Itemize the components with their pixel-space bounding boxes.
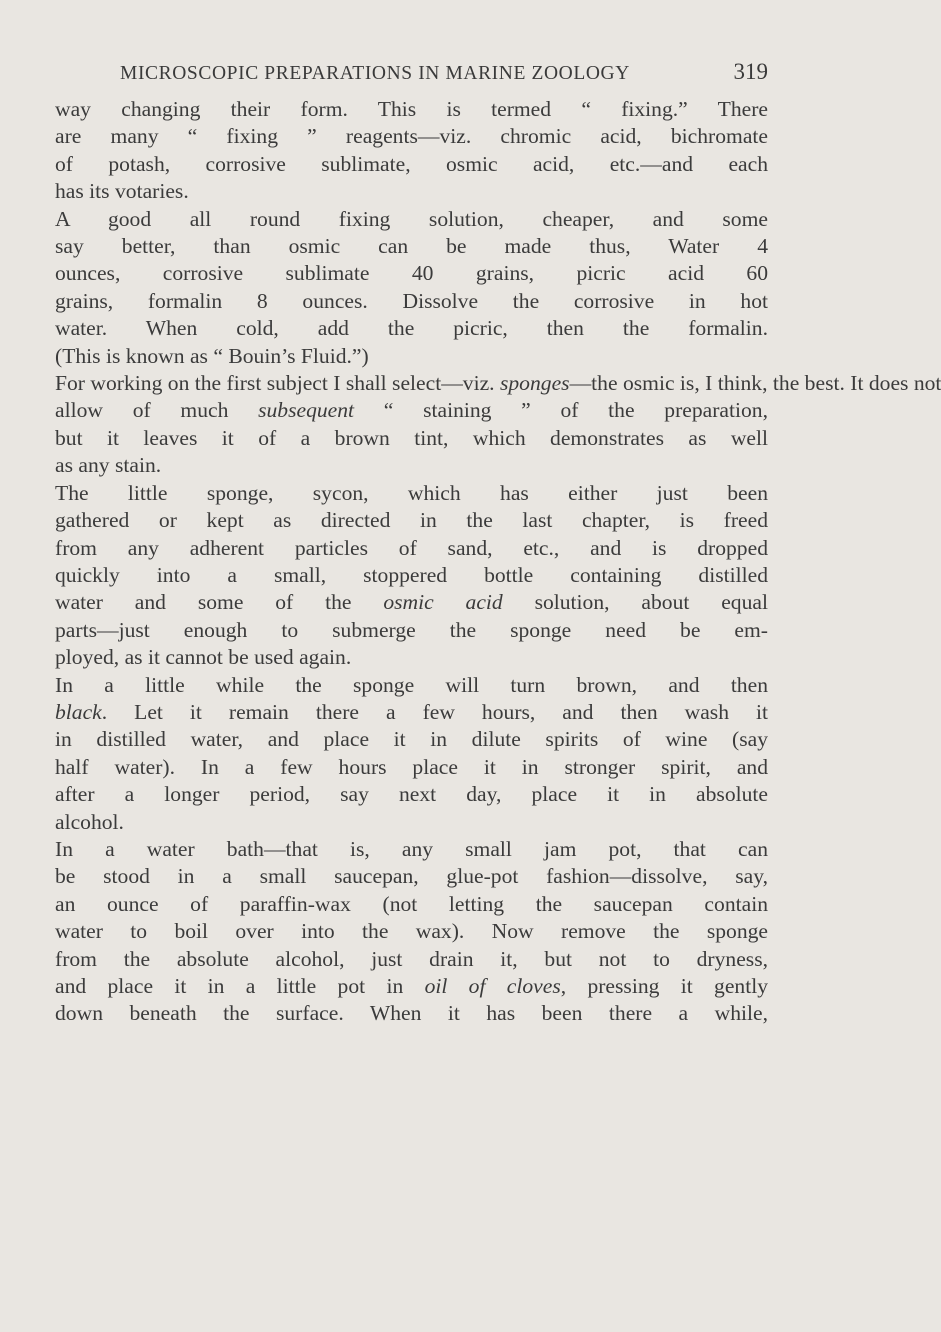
text-run: solution, about equal	[502, 590, 768, 615]
text-line: in distilled water, and place it in dilute spirits of wine (say	[55, 727, 768, 752]
text-line: water to boil over into the wax). Now remove the sponge	[55, 919, 768, 944]
text-run: —the osmic is, I think, the best. It does not	[569, 371, 941, 396]
italic-text: black	[55, 699, 102, 724]
text-line: down beneath the surface. When it has been there a while,	[55, 1001, 768, 1026]
text-line: In a water bath—that is, any small jam pot, that can	[55, 836, 768, 861]
text-line: In a little while the sponge will turn brown, and then	[55, 672, 768, 697]
text-run: and place it in a little pot in	[55, 974, 425, 998]
text-line: way changing their form. This is termed “ fixing.” There	[55, 97, 768, 121]
running-head	[120, 59, 768, 89]
text-run: water and some of the	[55, 590, 384, 615]
text-line: grains, formalin 8 ounces. Dissolve the corrosive in hot	[55, 288, 768, 313]
text-line	[55, 589, 768, 616]
text-line: from any adherent particles of sand, etc., and is dropped	[55, 535, 768, 560]
text-run: , pressing it gently	[560, 974, 769, 998]
text-line: an ounce of paraffin-wax (not letting the saucepan contain	[55, 891, 768, 916]
text-line: but it leaves it of a brown tint, which demonstrates as well	[55, 425, 768, 450]
text-line: be stood in a small saucepan, glue-pot fashion—dissolve, say,	[55, 864, 768, 889]
text-line: ployed, as it cannot be used again.	[55, 645, 352, 670]
text-line: gathered or kept as directed in the last chapter, is freed	[55, 508, 768, 533]
text-run: allow of much	[55, 398, 259, 423]
text-line: has its votaries.	[55, 179, 189, 204]
running-head-title: MICROSCOPIC PREPARATIONS IN MARINE ZOOLOGY	[120, 63, 630, 84]
text-line	[55, 397, 768, 424]
body-text	[55, 96, 941, 1028]
italic-text: osmic acid	[383, 590, 503, 615]
italic-text: sponges	[499, 371, 570, 396]
text-line: quickly into a small, stoppered bottle containing distilled	[55, 562, 768, 587]
text-line: half water). In a few hours place it in stronger spirit, and	[55, 754, 768, 779]
page-number: 319	[733, 59, 768, 84]
text-line: as any stain.	[55, 453, 162, 478]
text-line: of potash, corrosive sublimate, osmic acid, etc.—and each	[55, 151, 768, 176]
text-line: (This is known as “ Bouin’s Fluid.”)	[55, 343, 369, 368]
text-line	[55, 973, 768, 1000]
text-line: from the absolute alcohol, just drain it, but not to dryness,	[55, 946, 768, 971]
text-line: water. When cold, add the picric, then the formalin.	[55, 316, 768, 341]
text-line: are many “ fixing ” reagents—viz. chromic acid, bichromate	[55, 124, 768, 149]
text-run: “ staining ” of the preparation,	[354, 398, 768, 423]
text-line: say better, than osmic can be made thus, Water 4	[55, 234, 768, 259]
text-line: parts—just enough to submerge the sponge need be em-	[55, 617, 768, 642]
text-line	[55, 699, 768, 726]
text-run: For working on the first subject I shall select—viz.	[55, 371, 500, 396]
text-run: . Let it remain there a few hours, and then wash it	[101, 699, 768, 724]
text-line: after a longer period, say next day, place it in absolute	[55, 782, 768, 807]
text-line	[55, 370, 941, 397]
italic-text: oil of cloves	[424, 974, 561, 998]
text-line: A good all round fixing solution, cheaper, and some	[55, 206, 768, 231]
text-line: The little sponge, sycon, which has either just been	[55, 480, 768, 505]
text-line: ounces, corrosive sublimate 40 grains, picric acid 60	[55, 261, 768, 286]
text-line: alcohol.	[55, 809, 124, 834]
italic-text: subsequent	[258, 398, 355, 423]
